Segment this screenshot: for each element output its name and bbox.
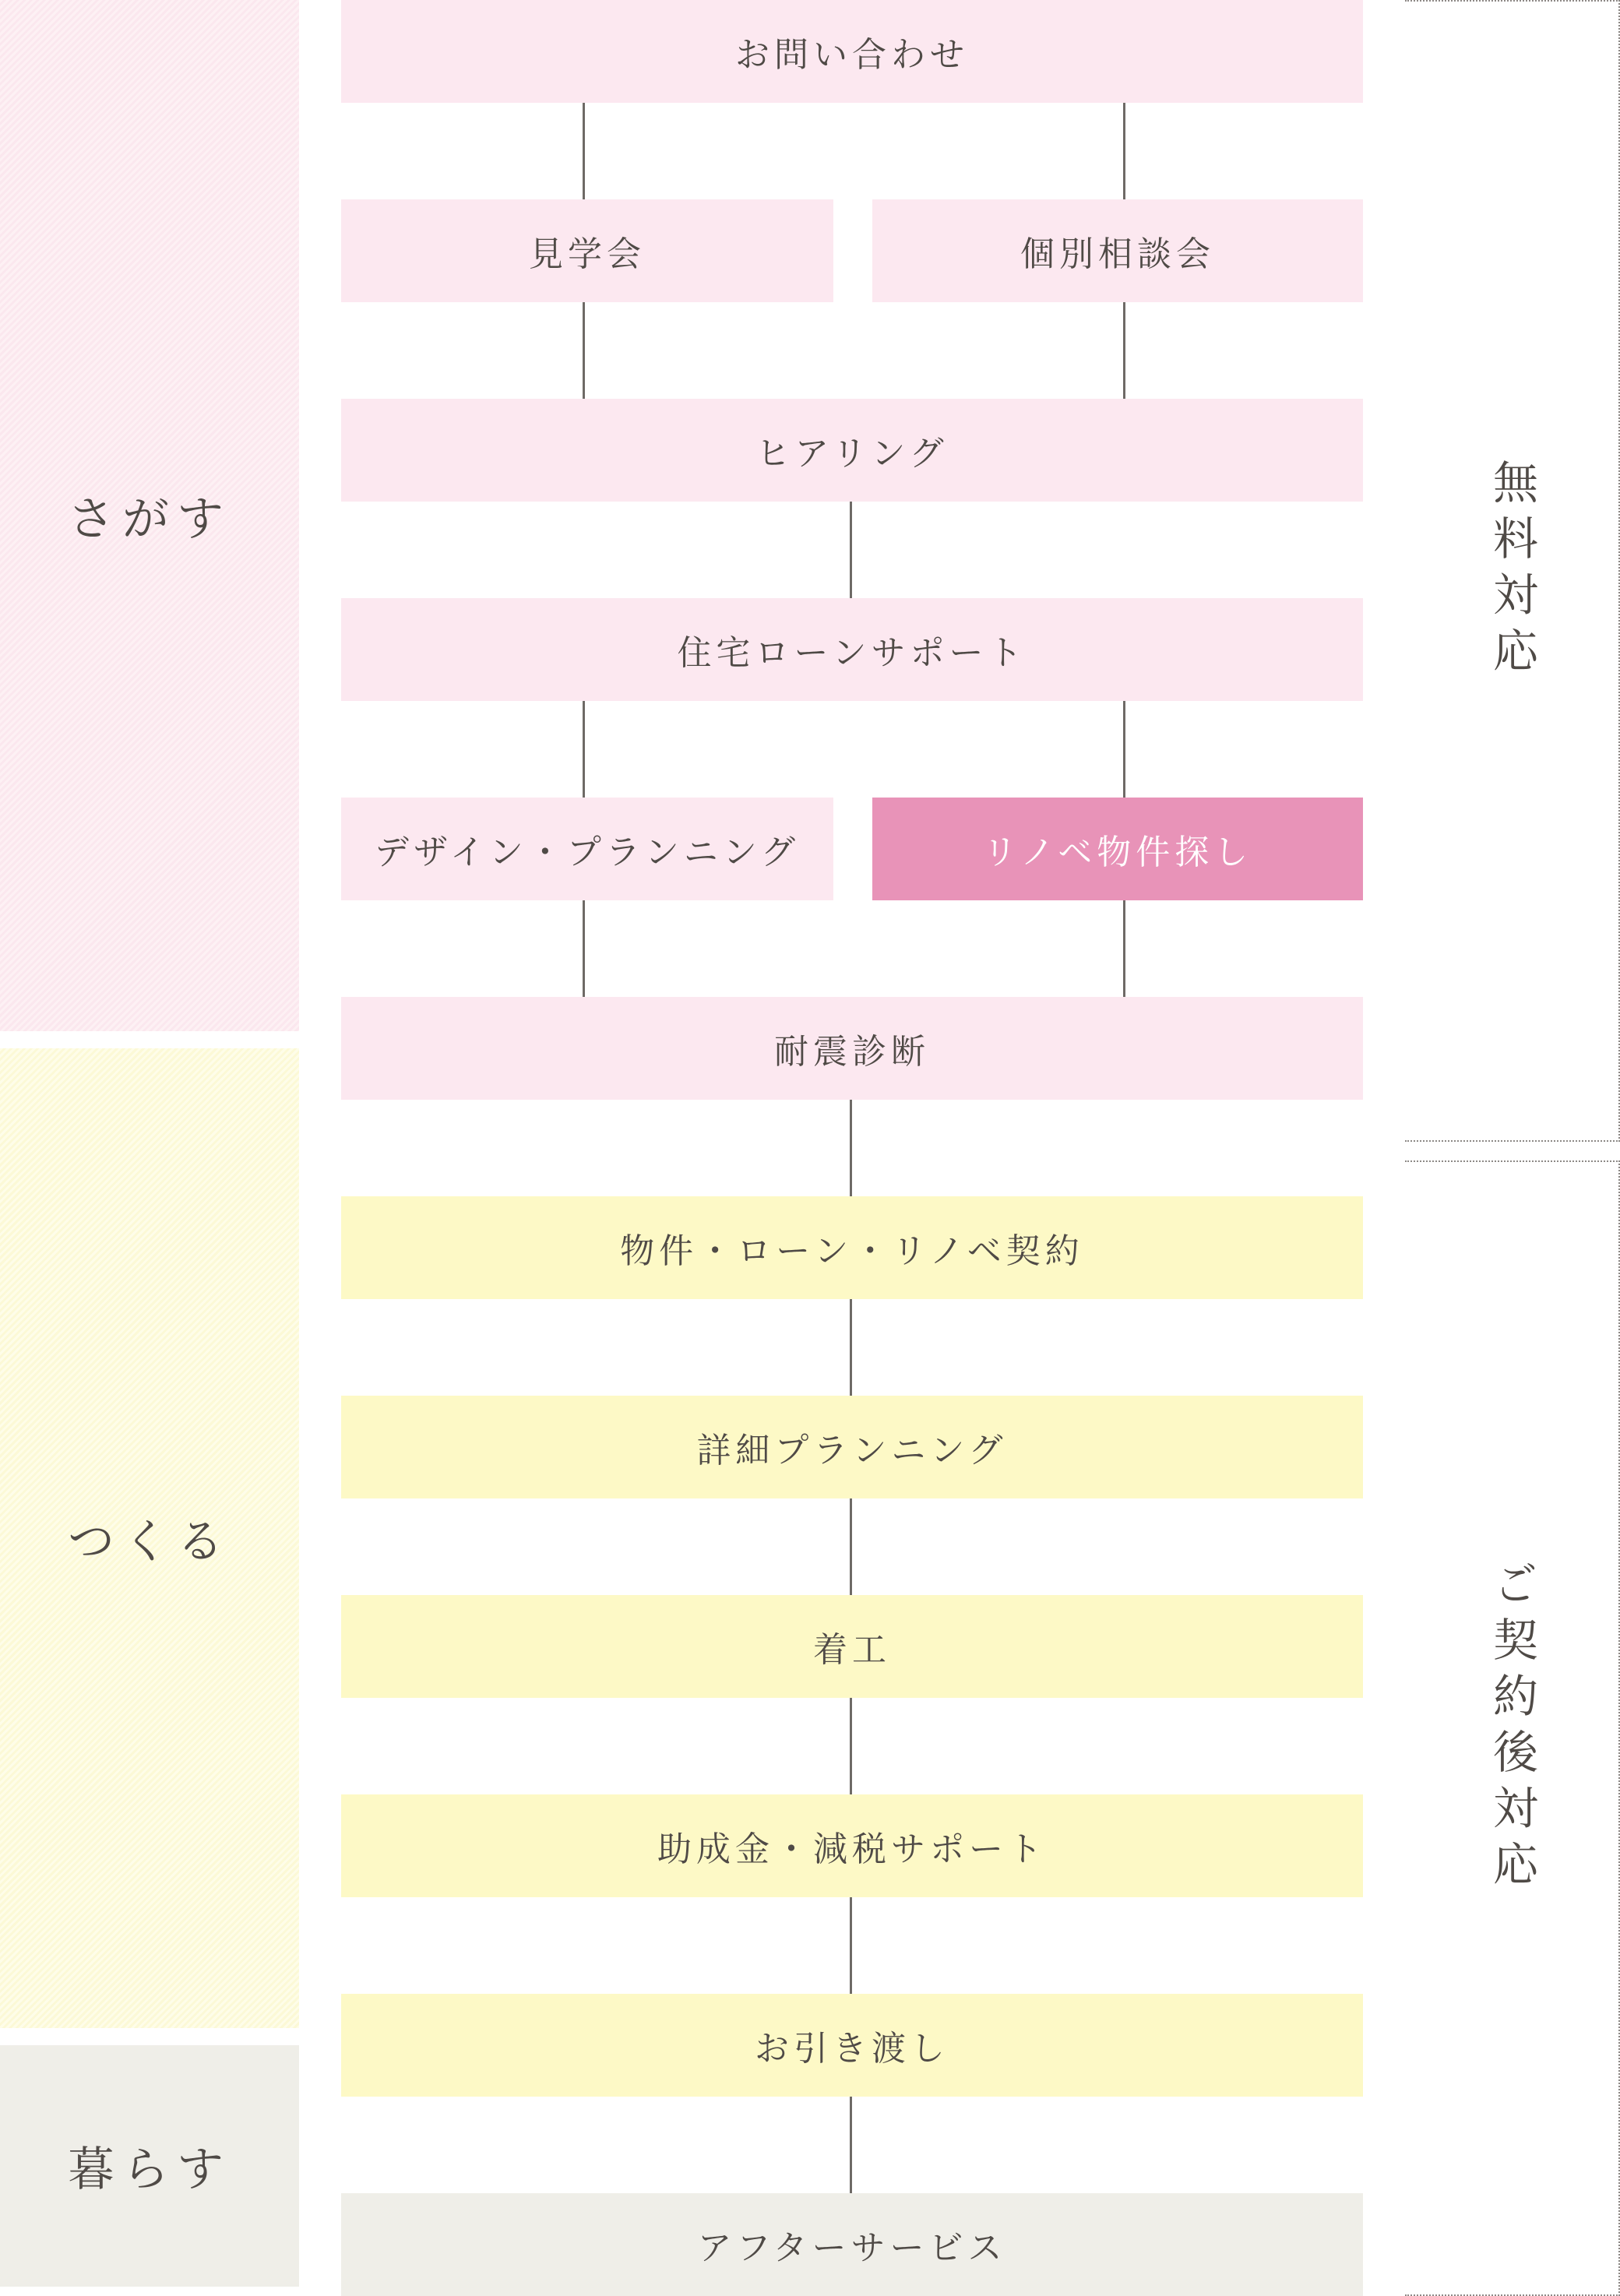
step-subsidy-support-label: 助成金・減税サポート [657,1829,1047,1869]
step-quake-check [341,997,1363,1100]
connector-construction-subsidy [850,1698,852,1794]
step-contract [341,1196,1363,1299]
connector-contract-detail [850,1299,852,1396]
step-subsidy-support [341,1794,1363,1897]
connector-quake-contract [850,1100,852,1196]
connector-design-quake [583,900,585,997]
bracket-free [1405,0,1620,1142]
step-handover-label: お引き渡し [755,2029,949,2069]
step-loan-support-label: 住宅ローンサポート [677,633,1027,673]
step-detail-planning-label: 詳細プランニング [696,1431,1008,1470]
step-consultation-label: 個別相談会 [1020,234,1215,274]
connector-property-quake [1123,900,1125,997]
phase-label-search: さがす [68,492,231,547]
connector-hearing-loan [850,502,852,598]
connector-tour-hearing [583,302,585,399]
step-inquiry-label: お問い合わせ [735,35,969,75]
step-handover [341,1994,1363,2097]
step-contract-label: 物件・ローン・リノベ契約 [620,1231,1084,1271]
step-property-search [872,798,1363,900]
connector-consultation-hearing [1123,302,1125,399]
step-hearing [341,399,1363,502]
step-after-service [341,2193,1363,2296]
connector-loan-design [583,701,585,798]
step-tour [341,199,833,302]
bracket-after-contract-label: ご契約後対応 [1485,1560,1538,1896]
step-design-planning [341,798,833,900]
step-consultation [872,199,1363,302]
connector-handover-after [850,2097,852,2193]
step-hearing-label: ヒアリング [755,434,949,474]
step-tour-label: 見学会 [529,234,646,274]
connector-loan-property [1123,701,1125,798]
phase-band-search [0,0,299,1031]
phase-label-build: つくる [68,1515,231,1569]
connector-inquiry-consultation [1123,103,1125,199]
phase-label-live: 暮らす [68,2143,231,2197]
bracket-after-contract [1405,1160,1620,2296]
step-property-search-label: リノベ物件探し [982,833,1253,872]
step-loan-support [341,598,1363,701]
phase-band-build [0,1048,299,2028]
step-construction-label: 着工 [813,1630,891,1670]
phase-band-live [0,2045,299,2287]
step-construction [341,1595,1363,1698]
step-detail-planning [341,1396,1363,1498]
connector-inquiry-tour [583,103,585,199]
connector-subsidy-handover [850,1897,852,1994]
step-design-planning-label: デザイン・プランニング [374,833,801,872]
step-quake-check-label: 耐震診断 [774,1032,930,1072]
step-inquiry [341,0,1363,103]
bracket-free-label: 無料対応 [1485,459,1538,683]
step-after-service-label: アフターサービス [697,2228,1007,2268]
connector-detail-construction [850,1498,852,1595]
